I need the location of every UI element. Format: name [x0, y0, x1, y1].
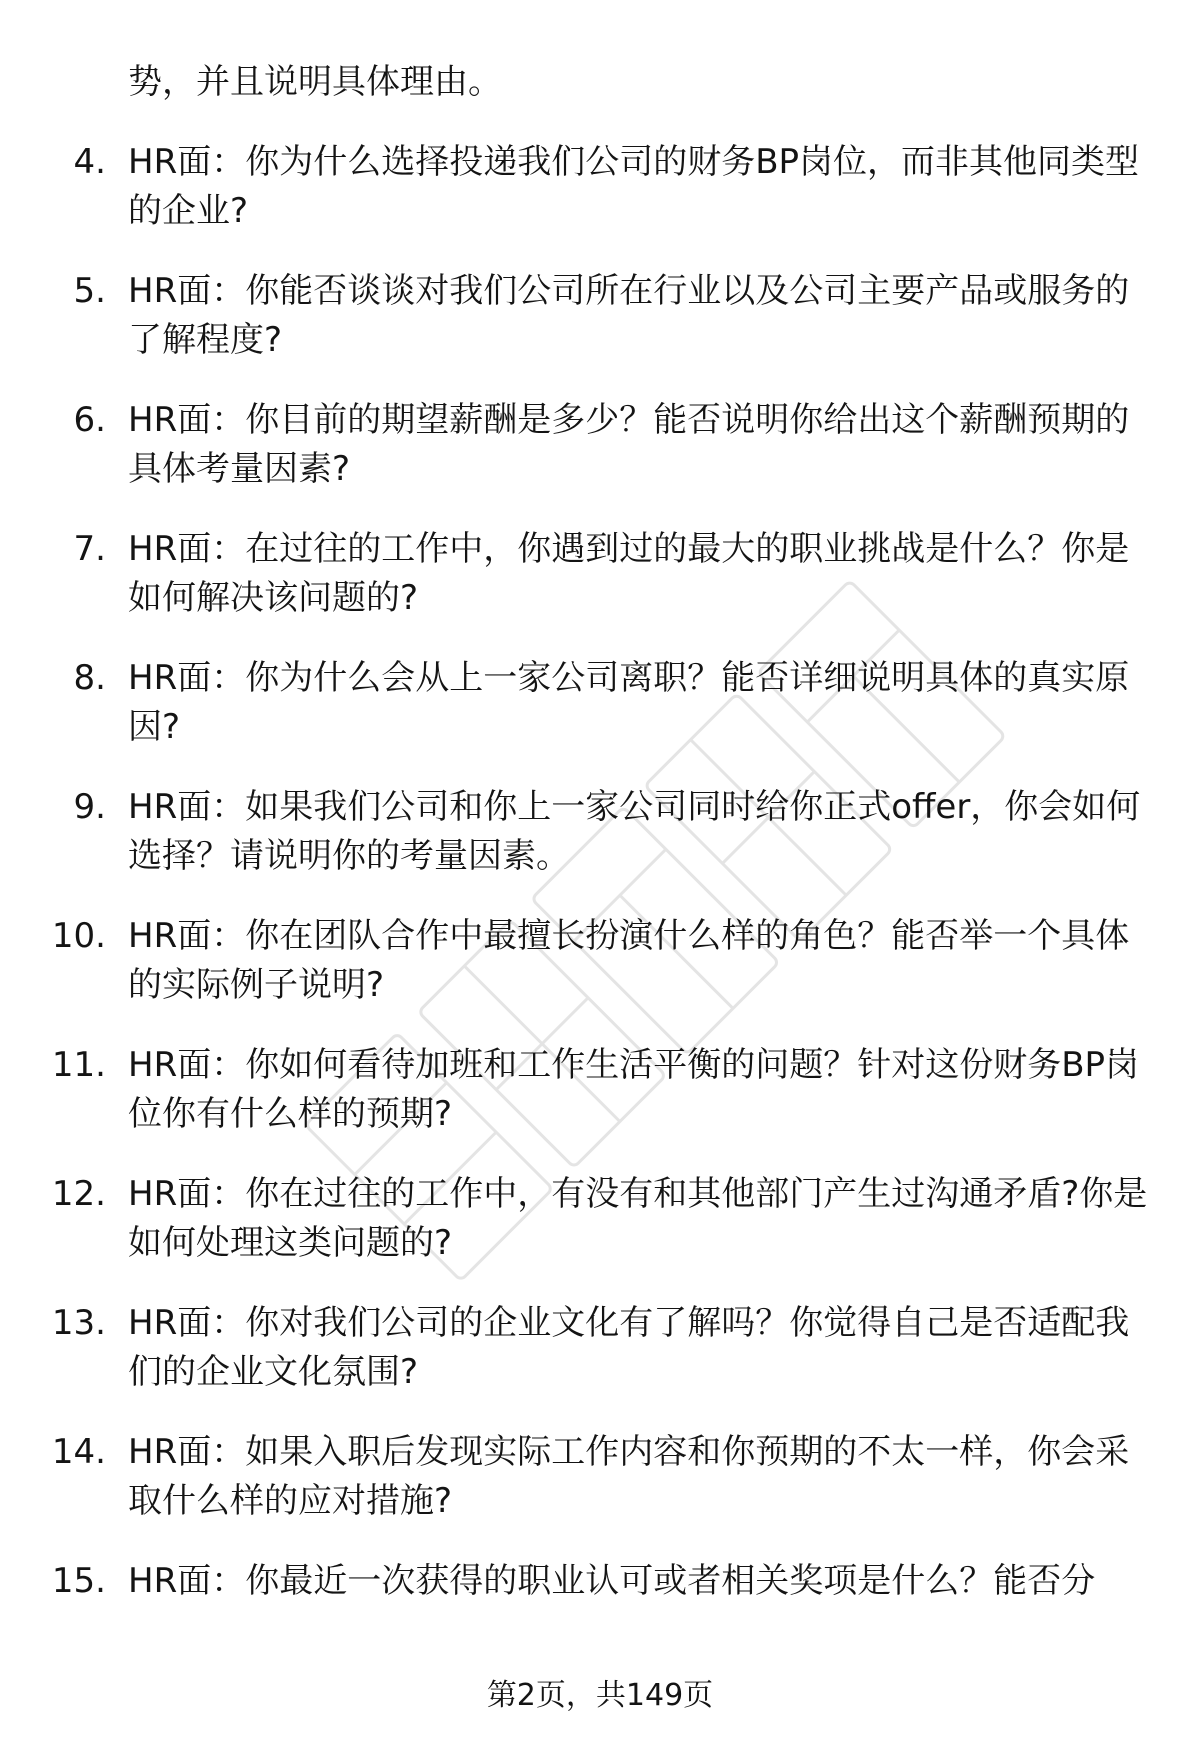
list-item — [0, 396, 1200, 494]
item-number: 4. — [73, 142, 106, 182]
item-number: 7. — [73, 529, 106, 569]
item-number: 15. — [51, 1561, 106, 1601]
item-text: HR面：你能否谈谈对我们公司所在行业以及公司主要产品或服务的了解程度? — [128, 271, 1130, 360]
item-text: HR面：如果我们公司和你上一家公司同时给你正式offer，你会如何选择？请说明你的考量因素。 — [128, 787, 1141, 876]
item-text: HR面：你如何看待加班和工作生活平衡的问题？针对这份财务BP岗位你有什么样的预期? — [128, 1045, 1140, 1134]
list-item — [0, 138, 1200, 236]
list-item — [0, 1557, 1200, 1606]
list-item — [0, 654, 1200, 752]
item-text: HR面：在过往的工作中，你遇到过的最大的职业挑战是什么？你是如何解决该问题的? — [128, 529, 1130, 618]
list-item — [0, 1041, 1200, 1139]
list-item — [0, 1299, 1200, 1397]
item-text: HR面：你对我们公司的企业文化有了解吗？你觉得自己是否适配我们的企业文化氛围? — [128, 1303, 1130, 1392]
list-item — [0, 525, 1200, 623]
item-text: HR面：你为什么会从上一家公司离职？能否详细说明具体的真实原因? — [128, 658, 1130, 747]
question-list — [0, 58, 1200, 1637]
item-text: HR面：你最近一次获得的职业认可或者相关奖项是什么？能否分 — [128, 1561, 1096, 1601]
item-text: HR面：你在过往的工作中，有没有和其他部门产生过沟通矛盾?你是如何处理这类问题的? — [128, 1174, 1148, 1263]
item-number: 6. — [73, 400, 106, 440]
item-number: 8. — [73, 658, 106, 698]
item-number: 9. — [73, 787, 106, 827]
continuation-text: 势，并且说明具体理由。 — [128, 62, 502, 102]
item-number: 13. — [51, 1303, 106, 1343]
page-footer: 第2页，共149页 — [486, 1678, 714, 1713]
item-number: 14. — [51, 1432, 106, 1472]
item-text: HR面：你为什么选择投递我们公司的财务BP岗位，而非其他同类型的企业? — [128, 142, 1140, 231]
list-item — [0, 1428, 1200, 1526]
item-text: HR面：你目前的期望薪酬是多少？能否说明你给出这个薪酬预期的具体考量因素? — [128, 400, 1130, 489]
item-text: HR面：你在团队合作中最擅长扮演什么样的角色？能否举一个具体的实际例子说明? — [128, 916, 1130, 1005]
item-number: 11. — [51, 1045, 106, 1085]
list-item — [0, 912, 1200, 1010]
item-text: HR面：如果入职后发现实际工作内容和你预期的不太一样，你会采取什么样的应对措施? — [128, 1432, 1130, 1521]
list-item — [0, 267, 1200, 365]
list-item — [0, 1170, 1200, 1268]
item-number: 10. — [51, 916, 106, 956]
item-number: 12. — [51, 1174, 106, 1214]
item-number: 5. — [73, 271, 106, 311]
list-item — [0, 783, 1200, 881]
